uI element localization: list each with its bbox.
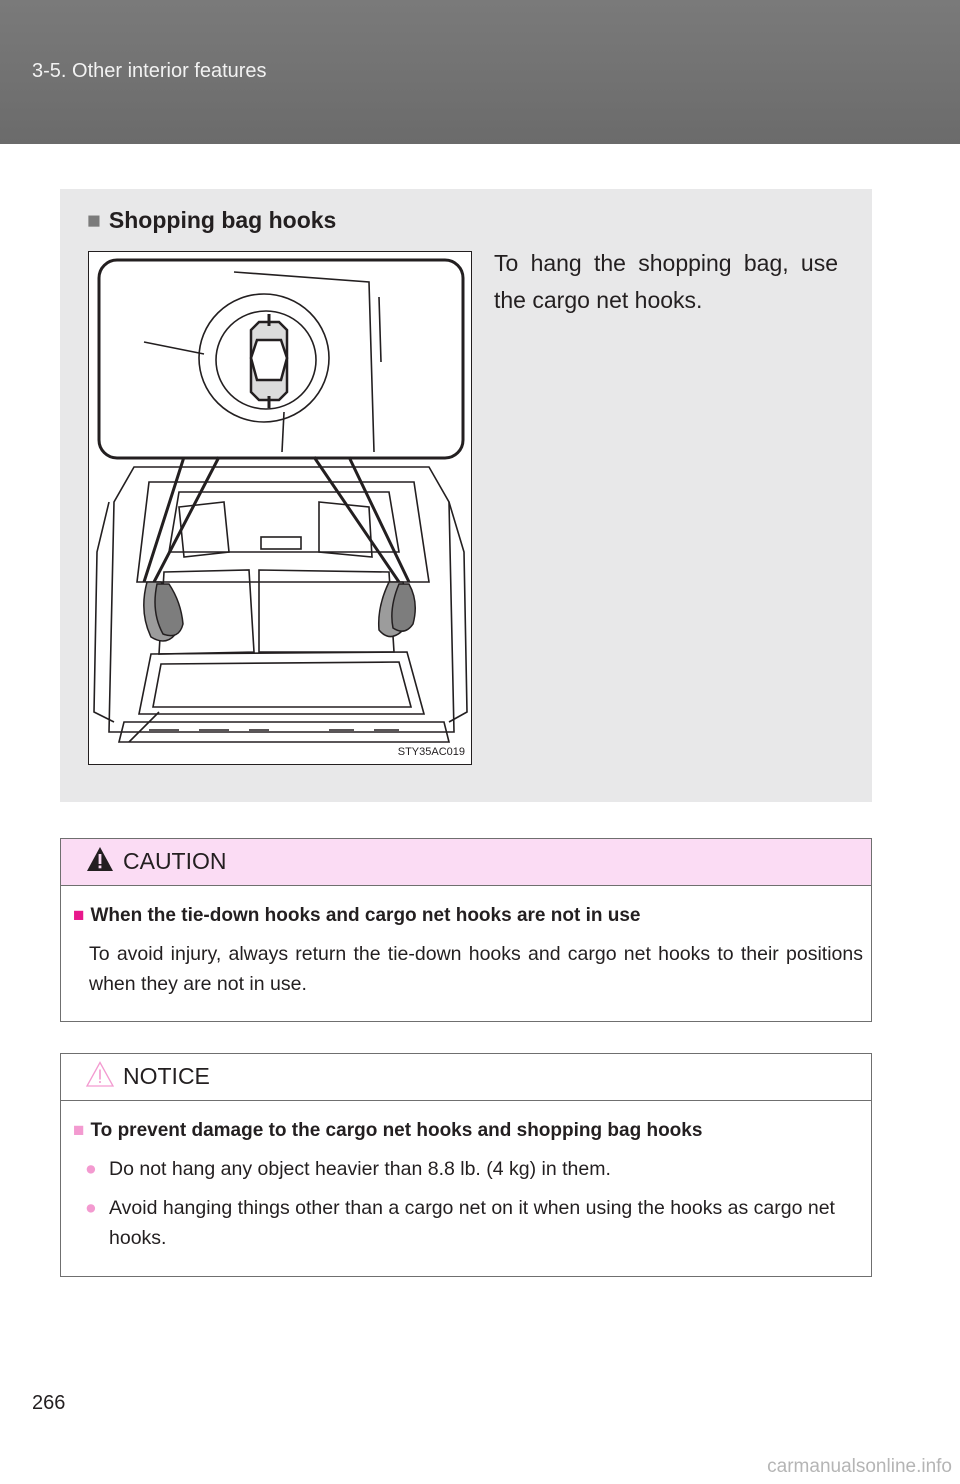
subhead-square-icon: ■	[73, 905, 85, 926]
notice-title: NOTICE	[123, 1063, 210, 1089]
section-title: 3-5. Other interior features	[32, 60, 267, 82]
cargo-area-illustration	[88, 251, 472, 765]
notice-bullet-text: Do not hang any object heavier than 8.8 lb. (4 kg) in them.	[109, 1158, 611, 1180]
notice-subhead	[73, 1120, 702, 1142]
caution-title: CAUTION	[123, 848, 227, 874]
figure-code: STY35AC019	[397, 746, 465, 758]
page-number: 266	[32, 1392, 66, 1414]
caution-header	[61, 839, 871, 886]
notice-header	[61, 1054, 871, 1101]
cargo-area-drawing	[89, 252, 473, 766]
warning-triangle-icon	[85, 845, 115, 873]
caution-box	[60, 838, 872, 1022]
notice-bullet-text: Avoid hanging things other than a cargo net on it when using the hooks as cargo net hooks.	[109, 1197, 835, 1249]
heading-square-icon: ■	[87, 207, 101, 233]
notice-subhead-text: To prevent damage to the cargo net hooks and shopping bag hooks	[90, 1120, 703, 1141]
notice-box	[60, 1053, 872, 1277]
bullet-icon: ●	[85, 1197, 97, 1219]
notice-bullet	[85, 1154, 863, 1184]
panel-heading	[87, 207, 336, 234]
subhead-square-icon: ■	[73, 1120, 85, 1141]
bullet-icon: ●	[85, 1158, 97, 1180]
caution-subhead-text: When the tie-down hooks and cargo net hooks are not in use	[90, 905, 641, 926]
caution-text: To avoid injury, always return the tie-down hooks and cargo net hooks to their positions when they are not in use.	[89, 943, 863, 995]
shopping-bag-hooks-panel	[60, 189, 872, 802]
watermark[interactable]: carmanualsonline.info	[767, 1456, 952, 1477]
caution-subhead	[73, 905, 640, 927]
panel-heading-text: Shopping bag hooks	[108, 207, 337, 233]
panel-description: To hang the shopping bag, use the cargo net hooks.	[494, 250, 838, 313]
notice-triangle-icon	[85, 1060, 115, 1088]
page-header	[0, 0, 960, 144]
notice-bullet	[85, 1193, 863, 1253]
